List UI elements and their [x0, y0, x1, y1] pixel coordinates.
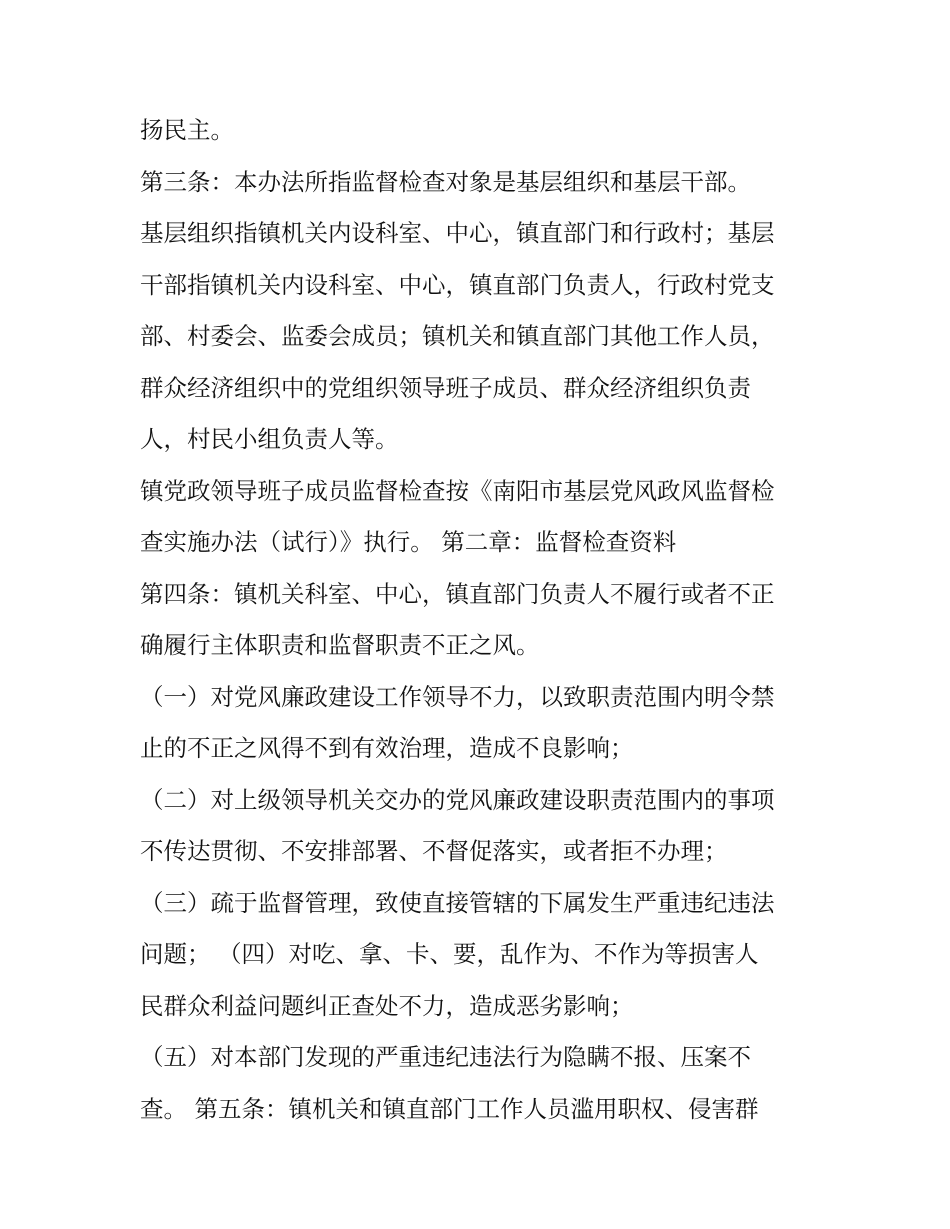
text-line: （五）对本部门发现的严重违纪违法行为隐瞒不报、压案不 [140, 1043, 751, 1071]
text-line: 扬民主。 [140, 116, 234, 144]
text-line: （二）对上级领导机关交办的党风廉政建设职责范围内的事项 [140, 785, 775, 814]
text-line: 基层组织指镇机关内设科室、中心，镇直部门和行政村；基层 [140, 219, 775, 247]
text-line: 止的不正之风得不到有效治理，造成不良影响； [140, 734, 634, 762]
text-line: 查实施办法（试行）》执行。 第二章：监督检查资料 [140, 528, 677, 556]
text-line: 第三条：本办法所指监督检查对象是基层组织和基层干部。 [140, 167, 751, 196]
text-line: 人，村民小组负责人等。 [140, 425, 399, 453]
text-line: 民群众利益问题纠正查处不力，造成恶劣影响； [140, 991, 634, 1020]
text-line: 群众经济组织中的党组织领导班子成员、群众经济组织负责 [140, 373, 751, 402]
text-line: 不传达贯彻、不安排部署、不督促落实，或者拒不办理； [140, 837, 728, 865]
text-line: 确履行主体职责和监督职责不正之风。 [140, 631, 540, 659]
body-text [140, 105, 830, 1135]
text-line: （一）对党风廉政建设工作领导不力，以致职责范围内明令禁 [140, 682, 775, 711]
text-line: 第四条：镇机关科室、中心，镇直部门负责人不履行或者不正 [140, 579, 775, 608]
text-line: （三）疏于监督管理，致使直接管辖的下属发生严重违纪违法 [140, 888, 775, 917]
text-line: 部、村委会、监委会成员；镇机关和镇直部门其他工作人员， [140, 322, 775, 350]
text-line: 干部指镇机关内设科室、中心，镇直部门负责人，行政村党支 [140, 270, 775, 299]
text-line: 问题； （四）对吃、拿、卡、要，乱作为、不作为等损害人 [140, 940, 759, 968]
text-line: 镇党政领导班子成员监督检查按《南阳市基层党风政风监督检 [140, 476, 775, 505]
text-line: 查。 第五条：镇机关和镇直部门工作人员滥用职权、侵害群 [140, 1094, 759, 1123]
